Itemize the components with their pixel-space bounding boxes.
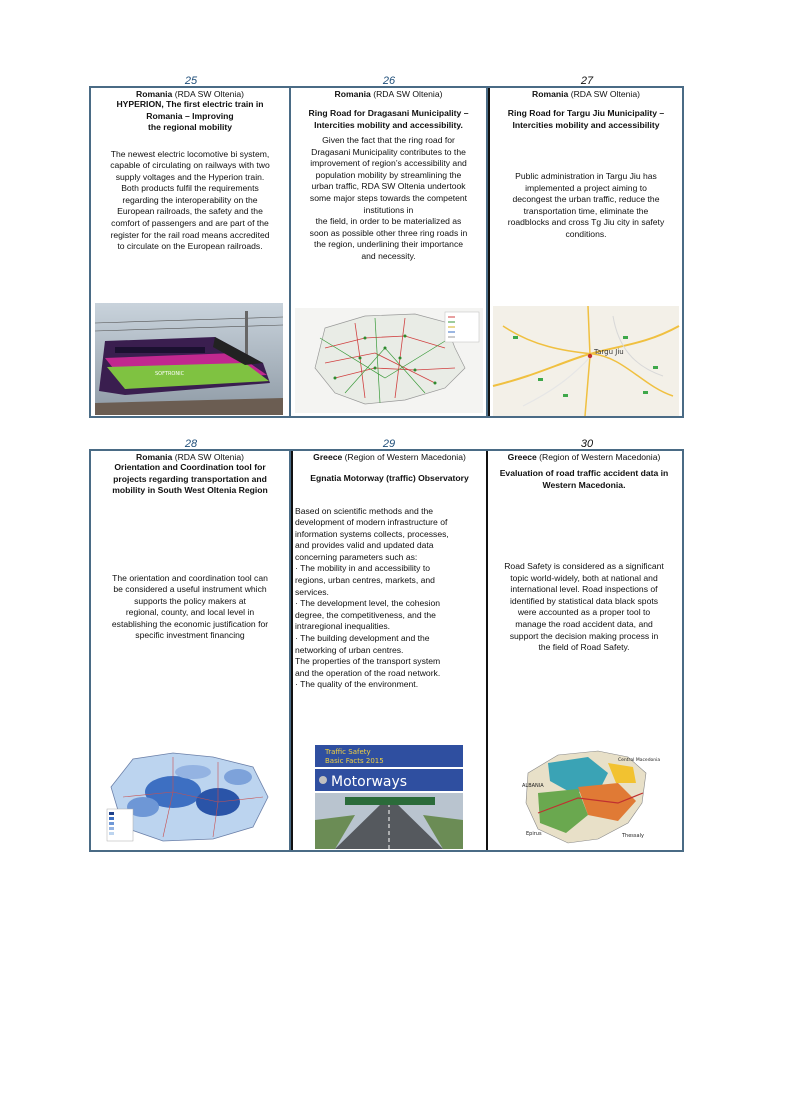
entry-description: The orientation and coordination tool can be considered a useful instrument which supports the policy makers at regional, county, and local level in establishing the economic justification for specific investment financing	[111, 572, 269, 641]
oltenia-density-map	[103, 747, 275, 845]
motorways-report-cover	[315, 745, 463, 849]
romania-road-network-map	[295, 308, 483, 413]
entry-28	[91, 451, 291, 850]
epirus-label: Epirus	[526, 831, 542, 837]
targu-jiu-label: Targu Jiu	[594, 348, 624, 356]
entry-title: Ring Road for Dragasani Municipality – Intercities mobility and accessibility.	[308, 108, 469, 130]
entry-26	[291, 88, 488, 416]
entry-number-28: 28	[184, 438, 198, 450]
train-brand-label: SOFTRONIC	[155, 371, 185, 377]
cover-title-motorways: Motorways	[331, 774, 408, 790]
country: Romania	[334, 89, 371, 99]
region: (RDA SW Oltenia)	[370, 89, 443, 99]
entry-title: Ring Road for Targu Jiu Municipality – Intercities mobility and accessibility	[507, 108, 665, 130]
entry-number-25: 25	[184, 75, 198, 87]
thessaly-label: Thessaly	[622, 833, 644, 839]
targu-jiu-area-map	[493, 306, 679, 416]
entry-title: Orientation and Coordination tool for projects regarding transportation and mobility in South West Oltenia Region	[112, 462, 268, 495]
entry-description: The newest electric locomotive bi system, capable of circulating on railways with two supply voltages and the Hyperion train. Both products fulfil the requirements regarding the interoperability on the European railroads, the safety and the comfort of passengers and are part of the register for the rail road means accredited to circulate on the European railroads.	[110, 148, 270, 252]
country: Romania	[532, 89, 569, 99]
central-macedonia-label: Central Macedonia	[618, 758, 661, 763]
region: (RDA SW Oltenia)	[568, 89, 640, 99]
albania-label: ALBANIA	[522, 783, 544, 789]
entry-number-27: 27	[580, 75, 594, 87]
entry-number-30: 30	[580, 438, 594, 450]
western-macedonia-accident-map	[518, 743, 661, 849]
entry-27	[488, 88, 682, 416]
entry-description: Road Safety is considered as a significant topic world-widely, both at national and international level. Road inspections of identified by statistical data black spots were accounted as a proper tool to manage the road accident data, and support the decision making process in the field of Road Safety.	[504, 561, 664, 653]
entry-30	[488, 451, 680, 850]
entry-description: Public administration in Targu Jiu has implemented a project aiming to decongest the urban traffic, reduce the transportation time, eliminate the roadblocks and cross Tg Jiu city in safety conditions.	[507, 171, 665, 239]
hyperion-train-photo	[95, 303, 283, 415]
entry-title: Egnatia Motorway (traffic) Observatory	[310, 473, 469, 483]
entry-description: Based on scientific methods and the development of modern infrastructure of information systems collects, processes, and provides valid and updated data concerning parameters such as: · The mobility in and accessibility to regions, urban centres, markets, and services. · The development level, the cohesion degree, the competitiveness, and the intraregional inequalities. · The building development and the networking of urban centres. The properties of the transport system and the operation of the road network. · The quality of the environment.	[295, 505, 449, 690]
entry-number-26: 26	[382, 75, 396, 87]
entry-title: Evaluation of road traffic accident data in Western Macedonia.	[499, 468, 669, 490]
entry-25	[91, 88, 291, 416]
entry-description: Given the fact that the ring road for Dragasani Municipality contributes to the improvement of region’s accessibility and population mobility by streamlining the urban traffic, RDA SW Oltenia undertook some major steps towards the competent institutions in the field, in order to be materialized as soon as possible other three ring roads in the region, underlining their importance and necessity.	[309, 135, 468, 261]
country: Romania	[136, 89, 173, 99]
entry-29	[291, 451, 488, 850]
region: (RDA SW Oltenia)	[172, 452, 244, 462]
region: (Region of Western Macedonia)	[536, 452, 661, 462]
entries-table-row-1	[89, 86, 684, 418]
region: (RDA SW Oltenia)	[172, 89, 244, 99]
country: Greece	[507, 452, 537, 462]
entry-number-29: 29	[382, 438, 396, 450]
region: (Region of Western Macedonia)	[342, 452, 466, 462]
country: Romania	[136, 452, 173, 462]
country: Greece	[313, 452, 343, 462]
cover-title-line-1: Traffic Safety	[325, 748, 371, 756]
entry-title: HYPERION, The first electric train in Romania – Improving the regional mobility	[116, 99, 264, 132]
entries-table-row-2	[89, 449, 684, 852]
cover-title-line-2: Basic Facts 2015	[325, 757, 384, 765]
